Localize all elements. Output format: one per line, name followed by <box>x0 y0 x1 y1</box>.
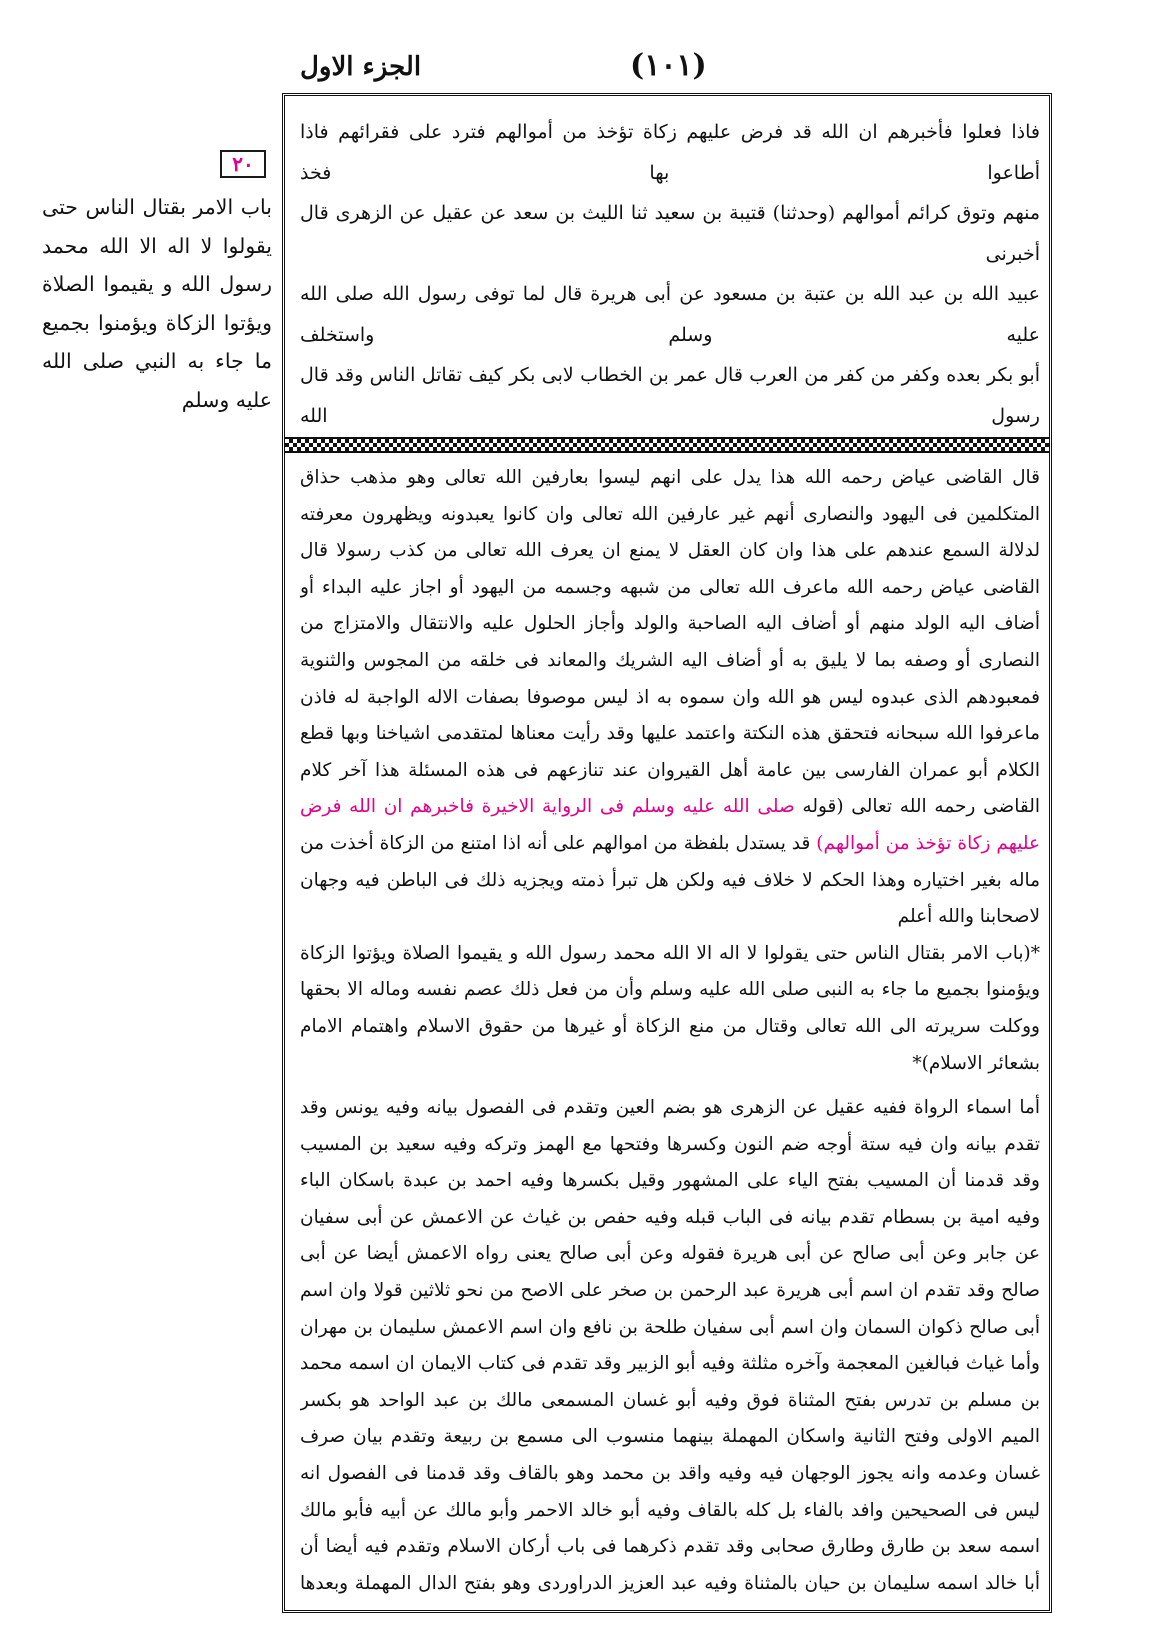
hadith-number-badge: ٢٠ <box>220 150 266 178</box>
commentary-text: قال القاضى عياض رحمه الله هذا يدل على انهم ليسوا بعارفين الله تعالى وهو مذهب حذاق المتكلمين فى اليهود والنصارى أنهم غير عارفين الله تعالى وان كانوا يعبدونه ويظهرون معرفته لدلالة السمع عندهم على هذا وان كان العقل لا يمنع ان يعرف الله تعالى من كذب رسولا قال القاضى عياض رحمه الله ماعرف الله تعالى من شبهه وجسمه من اليهود أو اجاز عليه البداء أو أضاف اليه الولد منهم أو أضاف اليه الصاحبة والولد وأجاز الحلول عليه والانتقال والامتزاج من النصارى أو وصفه بما لا يليق به أو أضاف اليه الشريك والمعاند فى خلقه من المجوس والثنوية فمعبودهم الذى عبدوه ليس هو الله وان سموه به اذ ليس موصوفا بصفات الاله الواجبة له فاذن ماعرفوا الله سبحانه فتحقق هذه النكتة واعتمد عليها وقد رأيت معناها لمتقدمى اشياخنا وبها قطع الكلام أبو عمران الفارسى بين عامة أهل القيروان عند تنازعهم فى هذه المسئلة هذا آخر كلام القاضى رحمه الله تعالى (قوله <box>300 467 1040 818</box>
chapter-heading: *(باب الامر بقتال الناس حتى يقولوا لا اله الا الله محمد رسول الله و يقيموا الصلاة ويؤتوا الزكاة ويؤمنوا بجميع ما جاء به النبى صلى الله عليه وسلم وأن من فعل ذلك عصم نفسه وماله الا بحقها ووكلت سريرته الى الله تعالى وقتال من منع الزكاة أو غيرها من حقوق الاسلام واهتمام الامام بشعائر الاسلام)* <box>300 942 1040 1074</box>
hadith-line: أبو بكر بعده وكفر من كفر من العرب قال عمر بن الخطاب لابى بكر كيف تقاتل الناس وقد قال رسول الله <box>300 364 1040 427</box>
hadith-line: منهم وتوق كرائم أموالهم (وحدثنا) قتيبة بن سعيد ثنا الليث بن سعد عن عقيل عن الزهرى قال أخبرنى <box>300 202 1040 265</box>
commentary-highlight: صلى الله عليه وسلم فى الرواية الاخيرة فاخبرهم ان الله فرض عليهم زكاة تؤخذ من أموالهم) <box>300 796 1040 854</box>
commentary-paragraph <box>300 460 1040 936</box>
margin-chapter-note <box>42 150 272 419</box>
commentary-text: قد يستدل بلفظة من اموالهم على أنه اذا امتنع من الزكاة أخذت من ماله بغير اختياره وهذا الحكم لا خلاف فيه ولكن هل تبرأ ذمته ويجزيه ذلك فى الباطن فيه وجهان لاصحابنا والله أعلم <box>300 832 1040 928</box>
checkered-divider <box>285 437 1049 453</box>
hadith-line: فاذا فعلوا فأخبرهم ان الله قد فرض عليهم زكاة تؤخذ من أموالهم فترد على فقرائهم فاذا أطاعوا بها فخذ <box>300 121 1040 184</box>
page-header <box>0 44 1158 94</box>
page-number: (١٠١) <box>630 48 707 83</box>
hadith-text-block <box>300 112 1040 434</box>
commentary-block <box>300 460 1040 1608</box>
commentary-paragraph: أما اسماء الرواة ففيه عقيل عن الزهرى هو بضم العين وتقدم فى الفصول بيانه وفيه يونس وقد تقدم بيانه وان فيه ستة أوجه ضم النون وكسرها وفتحها مع الهمز وتركه وفيه سعيد بن المسيب وقد قدمنا أن المسيب بفتح الياء على المشهور وقيل بكسرها وفيه احمد بن عبدة باسكان الباء وفيه امية بن بسطام تقدم بيانه فى الباب قبله وفيه حفص بن غياث عن الاعمش عن أبى سفيان عن جابر وعن أبى صالح عن أبى هريرة فقوله وعن أبى صالح يعنى رواه الاعمش أيضا عن أبى صالح وقد تقدم ان اسم أبى هريرة عبد الرحمن بن صخر على الاصح من نحو ثلاثين قولا وان اسم أبى صالح ذكوان السمان وان اسم أبى سفيان طلحة بن نافع وان اسم الاعمش سليمان بن مهران وأما غياث فبالغين المعجمة وآخره مثلثة وفيه أبو الزبير وقد تقدم فى كتاب الايمان ان اسمه محمد بن مسلم بن تدرس بفتح المثناة فوق وفيه أبو غسان المسمعى مالك بن عبد الواحد هو بكسر الميم الاولى وفتح الثانية واسكان المهملة بينهما منسوب الى مسمع بن ربيعة وتقدم بيان صرف غسان وعدمه وانه يجوز الوجهان فيه وفيه واقد بن محمد وهو بالقاف وقد قدمنا فى الفصول انه ليس فى الصحيحين وافد بالفاء بل كله بالقاف وفيه أبو خالد الاحمر وأبو مالك عن أبيه فأبو مالك اسمه سعد بن طارق وطارق صحابى وقد تقدم ذكرهما فى باب أركان الاسلام وتقدم فيه أيضا أن أبا خالد اسمه سليمان بن حيان بالمثناة وفيه عبد العزيز الدراوردى وهو بفتح الدال المهملة وبعدها <box>300 1097 1040 1594</box>
volume-title: الجزء الاول <box>300 52 422 82</box>
hadith-line: عبيد الله بن عبد الله بن عتبة بن مسعود عن أبى هريرة قال لما توفى رسول الله صلى الله عليه وسلم واستخلف <box>300 283 1040 346</box>
margin-chapter-text: باب الامر بقتال الناس حتى يقولوا لا اله الا الله محمد رسول الله و يقيموا الصلاة ويؤتوا الزكاة ويؤمنوا بجميع ما جاء به النبي صلى الله عليه وسلم <box>42 195 272 412</box>
